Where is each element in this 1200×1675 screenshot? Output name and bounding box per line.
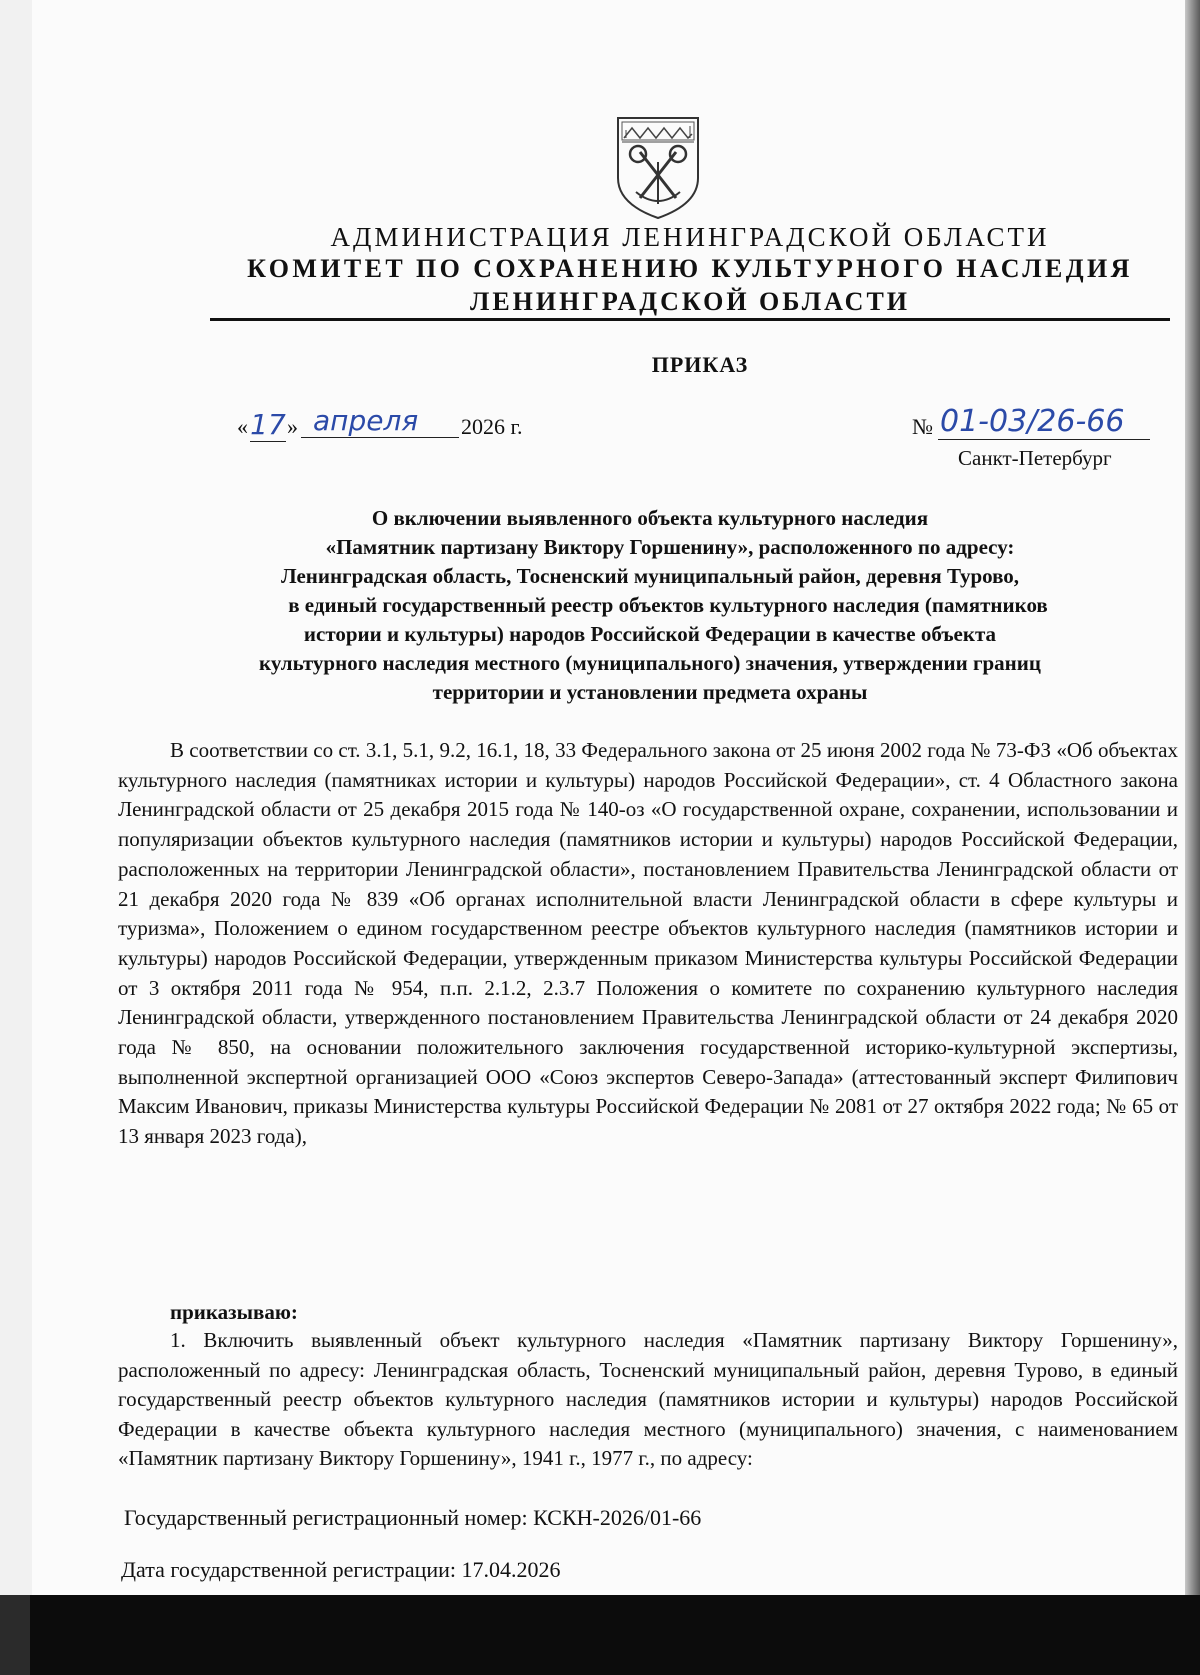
scan-bottom-border — [0, 1595, 1200, 1675]
subject-line: О включении выявленного объекта культурного наследия — [371, 506, 929, 530]
subject-line: в единый государственный реестр объектов культурного наследия (памятников — [288, 593, 1048, 617]
scan-corner — [0, 1595, 30, 1675]
committee-region: ЛЕНИНГРАДСКОЙ ОБЛАСТИ — [469, 287, 911, 316]
order-item-1: 1. Включить выявленный объект культурного наследия «Памятник партизану Виктору Горшенину», расположенный по адресу: Ленинградская область, Тосненский муниципальный район, деревня Турово, в единый государственный реестр объектов культурного наследия (памятников истории и культуры) народов Российской Федерации в качестве объекта культурного наследия местного (муниципального) значения, с наименованием «Памятник партизану Виктору Горшенину», 1941 г., 1977 г., по адресу: — [118, 1328, 1178, 1470]
subject-line: истории и культуры) народов Российской Федерации в качестве объекта — [303, 622, 997, 646]
preamble-paragraph: В соответствии со ст. 3.1, 5.1, 9.2, 16.1, 18, 33 Федерального закона от 25 июня 2002 года № 73-ФЗ «Об объектах культурного наследия (памятниках истории и культуры) народов Российской Федерации», ст. 4 Областного закона Ленинградской области от 25 декабря 2015 года № 140-оз «О государственной охране, сохранении, использовании и популяризации объектов культурного наследия (памятников истории и культуры) народов Российской Федерации, расположенных на территории Ленинградской области», постановлением Правительства Ленинградской области от 21 декабря 2020 года № 839 «Об органах исполнительной власти Ленинградской области в сфере культуры и туризма», Положением о едином государственном реестре объектов культурного наследия (памятников истории и культуры) народов Российской Федерации, утвержденным приказом Министерства культуры Российской Федерации от 3 октября 2011 года № 954, п.п. 2.1.2, 2.3.7 Положения о комитете по сохранению культурного наследия Ленинградской области, утвержденного постановлением Правительства Ленинградской области от 24 декабря 2020 года № 850, на основании положительного заключения государственной историко-культурной экспертизы, выполненной экспертной организацией ООО «Союз экспертов Северо-Запада» (аттестованный эксперт Филипович Максим Иванович, приказы Министерства культуры Российской Федерации № 2081 от 27 октября 2022 года; № 65 от 13 января 2023 года), — [118, 738, 1178, 1149]
order-subject — [120, 504, 1180, 707]
committee-name: КОМИТЕТ ПО СОХРАНЕНИЮ КУЛЬТУРНОГО НАСЛЕДИЯ — [247, 254, 1133, 283]
date-close-quote: » — [287, 414, 298, 439]
scan-edge-shadow — [1185, 0, 1200, 1600]
order-date — [237, 404, 557, 446]
administration-name: АДМИНИСТРАЦИЯ ЛЕНИНГРАДСКОЙ ОБЛАСТИ — [330, 222, 1050, 252]
date-day: 17 — [250, 408, 286, 441]
number-sign: № — [912, 414, 933, 439]
order-number — [912, 404, 1152, 448]
document-title: ПРИКАЗ — [651, 352, 749, 377]
subject-line: Ленинградская область, Тосненский муниципальный район, деревня Турово, — [280, 564, 1020, 588]
date-year: 2026 г. — [461, 414, 523, 439]
subject-line: «Памятник партизану Виктору Горшенину», расположенного по адресу: — [325, 535, 1015, 559]
city: Санкт-Петербург — [958, 446, 1112, 470]
date-month: апреля — [301, 404, 459, 438]
order-word: приказываю: — [170, 1300, 298, 1324]
registration-number: Государственный регистрационный номер: КСКН-2026/01-66 — [124, 1505, 702, 1530]
registration-date: Дата государственной регистрации: 17.04.2026 — [121, 1557, 561, 1582]
subject-line: территории и установлении предмета охраны — [432, 680, 868, 704]
date-open-quote: « — [237, 414, 248, 439]
subject-line: культурного наследия местного (муниципального) значения, утверждении границ — [259, 651, 1041, 675]
coat-of-arms-icon — [612, 112, 704, 222]
header-rule — [210, 318, 1170, 321]
number-value: 01-03/26-66 — [938, 404, 1150, 440]
